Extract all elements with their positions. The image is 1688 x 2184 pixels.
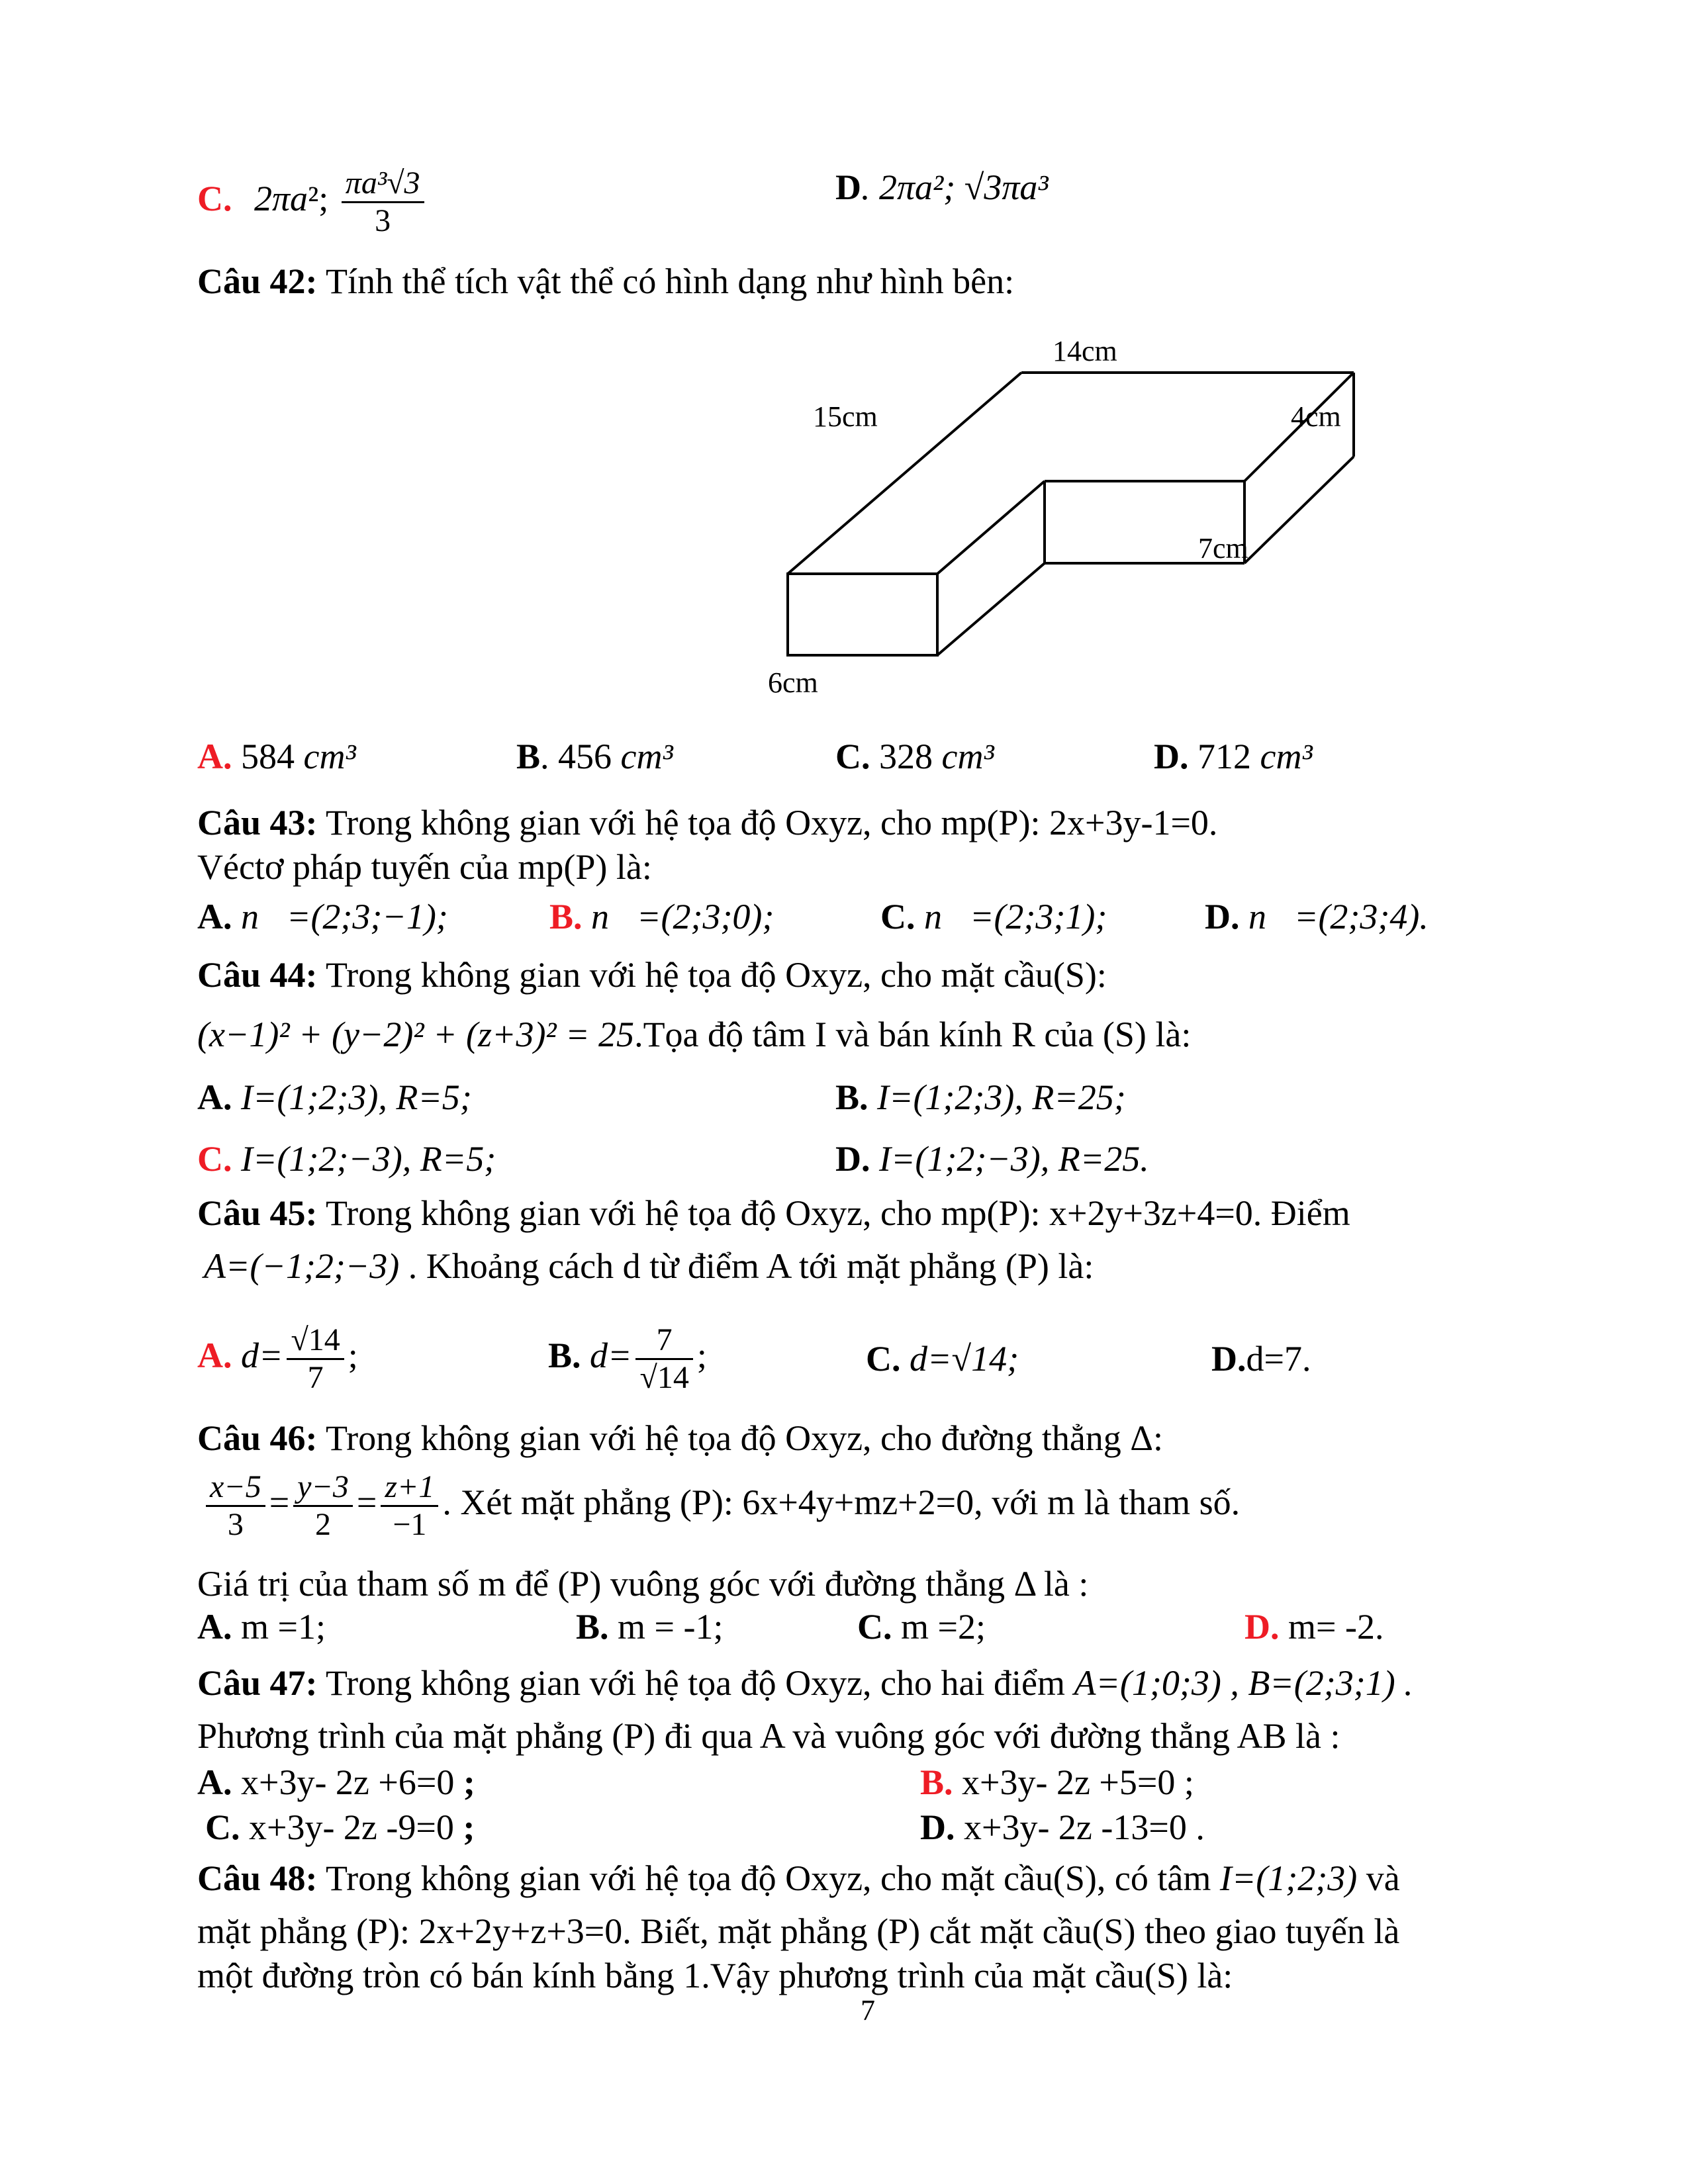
fraction-numerator: πa³√3 [342,165,424,203]
option-label: C. [205,1807,240,1847]
question-label: Câu 43: [197,803,318,842]
dim-left: 15cm [813,400,878,433]
option-suffix: ; [463,1762,475,1802]
option-label: C. [857,1607,892,1647]
option-label: A. [197,1607,232,1647]
option-expr: 2πa [254,178,308,218]
fraction-denominator: 3 [375,203,391,238]
q43-option-b [549,895,774,938]
dim-right: 4cm [1291,400,1341,433]
option-suffix: ; [348,1335,358,1375]
question-48 [197,1856,1400,1900]
center-i: I=(1;2;3) [1219,1858,1358,1898]
q42-option-d [1154,735,1313,778]
option-label: A. [197,897,232,936]
fraction [287,1322,344,1396]
question-46-line3: Giá trị của tham số m để (P) vuông góc với đường thẳng Δ là : [197,1564,1089,1604]
option-value: 712 [1188,737,1260,776]
fraction-denominator: √14 [639,1360,689,1395]
q47-option-a [197,1760,475,1804]
option-expr: d=√14; [900,1339,1019,1379]
question-text: Trong không gian với hệ tọa độ Oxyz, cho đường thẳng Δ: [317,1418,1164,1458]
q44-option-b [835,1075,1126,1119]
fraction-numerator: 7 [635,1322,692,1360]
option-expr: m= -2. [1279,1607,1384,1647]
fraction-denominator: 3 [227,1507,244,1542]
question-47-line2: Phương trình của mặt phẳng (P) đi qua A và vuông góc với đường thẳng AB là : [197,1716,1340,1756]
fraction-numerator: x−5 [206,1469,265,1507]
option-label: A. [197,737,232,776]
figure-edge [937,563,1045,655]
question-45-line2 [204,1244,1094,1288]
fraction [381,1469,438,1543]
q47-option-c [205,1805,475,1849]
option-expr: m =2; [892,1607,986,1647]
question-45 [197,1191,1350,1235]
option-expr: x+3y- 2z -13=0 . [955,1807,1205,1847]
q42-option-a [197,735,356,778]
question-label: Câu 45: [197,1193,318,1233]
q42-option-b [516,735,673,778]
dim-front: 6cm [768,666,818,699]
option-suffix: ; [463,1807,475,1847]
question-text: Trong không gian với hệ tọa độ Oxyz, cho mp(P): x+2y+3z+4=0. Điểm [317,1193,1350,1233]
option-expr: d= [581,1335,632,1375]
question-text: . Xét mặt phẳng (P): 6x+4y+mz+2=0, với m là tham số. [442,1482,1241,1522]
option-expr: I=(1;2;−3), R=5; [232,1139,496,1179]
question-text: Trong không gian với hệ tọa độ Oxyz, cho hai điểm [317,1663,1074,1703]
q45-option-b [548,1322,707,1396]
fraction-numerator: z+1 [381,1469,438,1507]
fraction-denominator: −1 [393,1507,427,1542]
q46-option-a [197,1605,326,1649]
fraction-numerator: y−3 [293,1469,353,1507]
option-expr: I=(1;2;−3), R=25. [870,1139,1149,1179]
question-text: Trong không gian với hệ tọa độ Oxyz, cho mp(P): 2x+3y-1=0. [317,803,1218,842]
fraction [293,1469,353,1543]
option-unit: cm³ [1260,737,1313,776]
option-label: C. [866,1339,901,1379]
option-label: D [835,167,861,207]
option-label: C. [197,178,232,218]
option-expr: m =1; [232,1607,326,1647]
option-expr: n⃗=(2;3;4). [1239,897,1429,936]
q44-option-d [835,1137,1149,1181]
fraction-denominator: 2 [315,1507,332,1542]
option-expr: I=(1;2;3), R=5; [232,1077,472,1117]
option-value: 584 [232,737,304,776]
q44-option-a [197,1075,472,1119]
question-43 [197,801,1217,844]
option-value: . 456 [540,737,621,776]
option-label: C. [880,897,915,936]
figure-edge [937,481,1045,574]
option-expr: d= [232,1335,283,1375]
option-expr: . 2πa²; √3πa³ [861,167,1049,207]
option-label: B [516,737,541,776]
q47-option-d [920,1805,1205,1849]
option-expr: m = -1; [608,1607,724,1647]
question-44 [197,953,1107,997]
question-47 [197,1661,1413,1705]
option-label: B. [835,1077,868,1117]
q45-option-c [866,1337,1019,1381]
option-unit: cm³ [941,737,994,776]
option-label: D. [1244,1607,1280,1647]
question-label: Câu 44: [197,955,318,995]
fraction [635,1322,692,1396]
question-44-line2 [197,1013,1191,1056]
figure-edge [1244,457,1354,563]
question-text: . Khoảng cách d từ điểm A tới mặt phẳng (P) là: [399,1246,1094,1286]
figure-front-face [788,574,937,655]
question-text: Trong không gian với hệ tọa độ Oxyz, cho mặt cầu(S): [317,955,1107,995]
option-label: B. [576,1607,609,1647]
q44-option-c [197,1137,496,1181]
question-43-line2: Véctơ pháp tuyến của mp(P) là: [197,847,652,887]
option-label: B. [548,1335,581,1375]
fraction [206,1469,265,1543]
option-label: C. [835,737,870,776]
option-unit: cm³ [620,737,673,776]
question-label: Câu 48: [197,1858,318,1898]
option-label: D. [1211,1339,1246,1379]
question-label: Câu 42: [197,261,318,301]
q45-option-d [1211,1337,1311,1381]
dim-inner: 7cm [1198,532,1248,565]
option-expr: x+3y- 2z -9=0 [240,1807,463,1847]
fraction-numerator: √14 [287,1322,344,1360]
option-label: D. [1205,897,1240,936]
option-label: D. [920,1807,955,1847]
question-48-line2: mặt phẳng (P): 2x+2y+z+3=0. Biết, mặt phẳng (P) cắt mặt cầu(S) theo giao tuyến là [197,1911,1400,1951]
q43-option-d [1205,895,1429,938]
dim-top: 14cm [1053,335,1117,367]
option-expr: d=7. [1246,1339,1311,1379]
question-text: Trong không gian với hệ tọa độ Oxyz, cho mặt cầu(S), có tâm [317,1858,1220,1898]
sphere-equation: (x−1)² + (y−2)² + (z+3)² = 25 [197,1015,635,1054]
question-text: Tính thể tích vật thể có hình dạng như hình bên: [317,261,1015,301]
page-number: 7 [861,1994,875,2026]
option-expr: x+3y- 2z +6=0 [232,1762,463,1802]
question-48-line3: một đường tròn có bán kính bằng 1.Vậy phương trình của mặt cầu(S) là: [197,1956,1233,1995]
point-a: A=(−1;2;−3) [204,1246,400,1286]
q46-option-d [1244,1605,1383,1649]
question-46 [197,1416,1163,1460]
option-label: D. [1154,737,1189,776]
option-expr: I=(1;2;3), R=25; [868,1077,1126,1117]
option-label: A. [197,1077,232,1117]
q45-option-a [197,1322,358,1396]
option-expr: n⃗=(2;3;0); [582,897,774,936]
option-expr: x+3y- 2z +5=0 ; [953,1762,1194,1802]
option-expr: n⃗=(2;3;−1); [232,897,448,936]
option-label: D. [835,1139,870,1179]
option-label: A. [197,1762,232,1802]
option-expr: n⃗=(2;3;1); [915,897,1107,936]
question-text-end: và [1357,1858,1400,1898]
q43-option-a [197,895,448,938]
q43-option-c [880,895,1107,938]
points-ab: A=(1;0;3) , B=(2;3;1) . [1074,1663,1413,1703]
q42-option-c [835,735,994,778]
question-label: Câu 47: [197,1663,318,1703]
option-label: B. [920,1762,953,1802]
option-expr-suffix: ²; [308,178,329,218]
question-label: Câu 46: [197,1418,318,1458]
q46-option-b [576,1605,723,1649]
option-label: B. [549,897,583,936]
question-46-line2: $\frac{x-5}{3}$ = $\frac{y-3}{2}$ = $\frac{z+1}{-1}$ . Xét mặt phẳng (P): 6x+4y+mz+2=0, với m là tham số. [202,1469,1240,1543]
option-label: A. [197,1335,232,1375]
option-label: C. [197,1139,232,1179]
option-unit: cm³ [303,737,356,776]
fraction-denominator: 7 [307,1360,324,1395]
question-text: .Tọa độ tâm I và bán kính R của (S) là: [634,1015,1192,1054]
option-suffix: ; [696,1335,707,1375]
q46-option-c [857,1605,986,1649]
q47-option-b [920,1760,1194,1804]
option-value: 328 [870,737,942,776]
